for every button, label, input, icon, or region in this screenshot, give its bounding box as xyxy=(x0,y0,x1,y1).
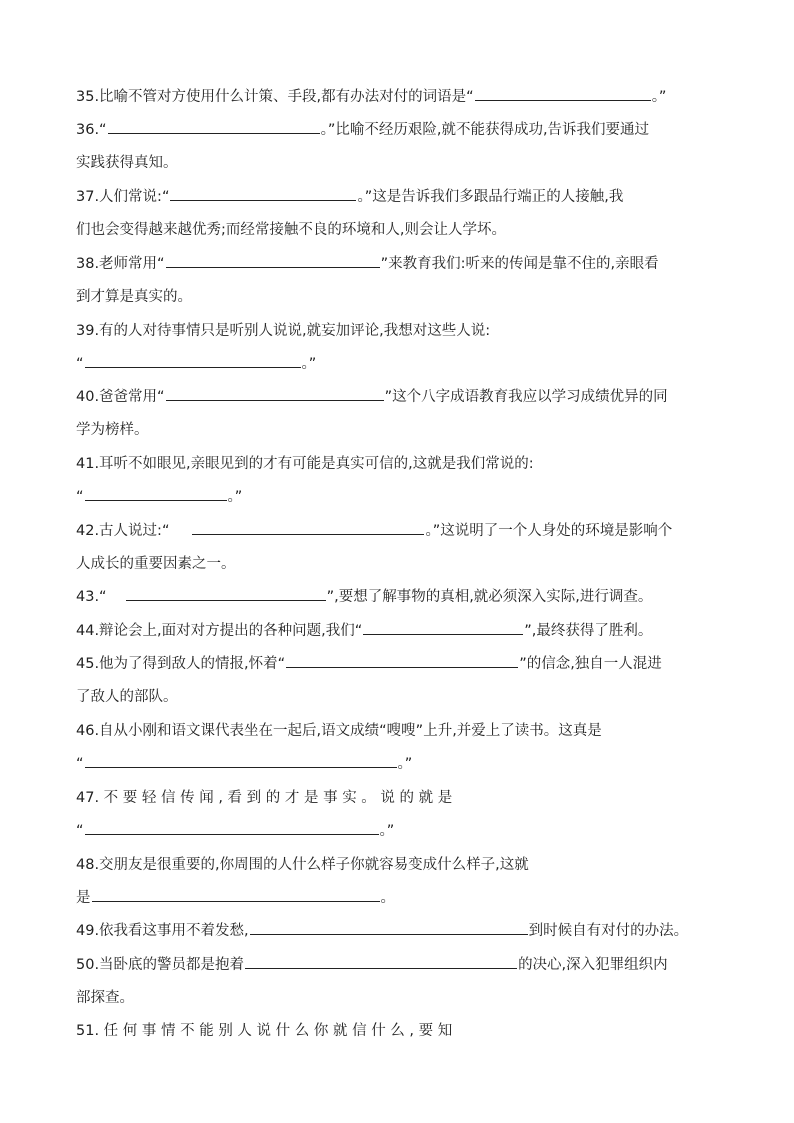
question-text: ”的信念,独自一人混进 xyxy=(519,656,662,672)
question-text: 了敌人的部队。 xyxy=(76,689,178,705)
question-47 xyxy=(76,782,720,815)
question-text: ”,最终获得了胜利。 xyxy=(524,623,653,639)
question-text: 48.交朋友是很重要的,你周围的人什么样子你就容易变成什么样子,这就 xyxy=(76,857,529,873)
question-text: 50.当卧底的警员都是抱着 xyxy=(76,957,245,973)
question-text: 部探查。 xyxy=(76,990,134,1006)
question-text: 44.辩论会上,面对对方提出的各种问题,我们“ xyxy=(76,623,363,639)
question-38 xyxy=(76,248,720,281)
question-39-line-2 xyxy=(76,348,720,381)
question-41 xyxy=(76,448,720,481)
question-49 xyxy=(76,915,720,948)
question-text: 43.“ xyxy=(76,589,107,605)
question-39 xyxy=(76,315,720,348)
question-44 xyxy=(76,615,720,648)
question-text: 学为榜样。 xyxy=(76,422,149,438)
question-text: ”这个八字成语教育我应以学习成绩优异的同 xyxy=(384,389,668,405)
answer-blank[interactable] xyxy=(85,816,379,835)
question-text: 36.“ xyxy=(76,122,107,138)
question-text: 40.爸爸常用“ xyxy=(76,389,165,405)
question-text: 实践获得真知。 xyxy=(76,155,178,171)
question-38-line-2 xyxy=(76,281,720,314)
question-text: 45.他为了得到敌人的情报,怀着“ xyxy=(76,656,286,672)
question-text: 47. 不 要 轻 信 传 闻 , 看 到 的 才 是 事 实 。 说 的 就 是 xyxy=(76,790,453,806)
question-43 xyxy=(76,581,720,614)
question-42 xyxy=(76,515,720,548)
question-text: 到时候自有对付的办法。 xyxy=(528,923,689,939)
question-46 xyxy=(76,715,720,748)
answer-blank[interactable] xyxy=(85,349,301,368)
question-text: 49.依我看这事用不着发愁, xyxy=(76,923,249,939)
question-text: 的决心,深入犯罪组织内 xyxy=(518,957,668,973)
question-text: 。”比喻不经历艰险,就不能获得成功,告诉我们要通过 xyxy=(320,122,650,138)
answer-blank[interactable] xyxy=(170,182,356,201)
question-40-line-2 xyxy=(76,414,720,447)
question-40 xyxy=(76,381,720,414)
question-50 xyxy=(76,949,720,982)
answer-blank[interactable] xyxy=(166,249,380,268)
question-text: 37.人们常说:“ xyxy=(76,189,170,205)
question-50-line-2 xyxy=(76,982,720,1015)
question-41-line-2 xyxy=(76,481,720,514)
answer-blank[interactable] xyxy=(245,950,517,969)
question-text: 35.比喻不管对方使用什么计策、手段,都有办法对付的词语是“ xyxy=(76,89,474,105)
answer-blank[interactable] xyxy=(108,115,320,134)
question-text: 。” xyxy=(651,89,667,105)
question-text: 42.古人说过:“ xyxy=(76,523,170,539)
question-text: “ xyxy=(76,823,84,839)
question-51 xyxy=(76,1015,720,1048)
question-37-line-2 xyxy=(76,214,720,247)
question-text: “ xyxy=(76,756,84,772)
question-36 xyxy=(76,114,720,147)
question-text: ”来教育我们:听来的传闻是靠不住的,亲眼看 xyxy=(380,256,659,272)
answer-blank[interactable] xyxy=(286,649,518,668)
question-47-line-2 xyxy=(76,815,720,848)
question-text: 46.自从小刚和语文课代表坐在一起后,语文成绩“嗖嗖”上升,并爱上了读书。这真是 xyxy=(76,723,602,739)
question-text: 到才算是真实的。 xyxy=(76,289,192,305)
question-text: 。” xyxy=(379,823,395,839)
answer-blank[interactable] xyxy=(250,916,528,935)
question-35 xyxy=(76,81,720,114)
question-text: 38.老师常用“ xyxy=(76,256,165,272)
answer-blank[interactable] xyxy=(85,749,397,768)
answer-blank[interactable] xyxy=(192,516,424,535)
question-text: 39.有的人对待事情只是听别人说说,就妄加评论,我想对这些人说: xyxy=(76,323,491,339)
question-text: 。”这说明了一个人身处的环境是影响个 xyxy=(425,523,673,539)
question-text: ”,要想了解事物的真相,就必须深入实际,进行调查。 xyxy=(326,589,653,605)
question-text: “ xyxy=(76,356,84,372)
question-text: “ xyxy=(76,489,84,505)
question-text: 们也会变得越来越优秀;而经常接触不良的环境和人,则会让人学坏。 xyxy=(76,222,506,238)
answer-blank[interactable] xyxy=(85,482,227,501)
question-text: 。 xyxy=(380,890,395,906)
question-text: 人成长的重要因素之一。 xyxy=(76,556,236,572)
answer-blank[interactable] xyxy=(475,82,651,101)
question-48-line-2 xyxy=(76,882,720,915)
question-text: 41.耳听不如眼见,亲眼见到的才有可能是真实可信的,这就是我们常说的: xyxy=(76,456,534,472)
answer-blank[interactable] xyxy=(126,582,326,601)
question-42-line-2 xyxy=(76,548,720,581)
question-37 xyxy=(76,181,720,214)
question-text: 。” xyxy=(301,356,317,372)
question-45-line-2 xyxy=(76,681,720,714)
question-48 xyxy=(76,849,720,882)
question-text: 51. 任 何 事 情 不 能 别 人 说 什 么 你 就 信 什 么 , 要 知 xyxy=(76,1023,453,1039)
question-text: 。” xyxy=(227,489,243,505)
question-text: 是 xyxy=(76,890,91,906)
question-36-line-2 xyxy=(76,147,720,180)
question-text: 。”这是告诉我们多跟品行端正的人接触,我 xyxy=(357,189,624,205)
answer-blank[interactable] xyxy=(166,382,384,401)
question-text: 。” xyxy=(397,756,413,772)
answer-blank[interactable] xyxy=(92,883,380,902)
answer-blank[interactable] xyxy=(363,616,523,635)
question-45 xyxy=(76,648,720,681)
question-46-line-2 xyxy=(76,748,720,781)
